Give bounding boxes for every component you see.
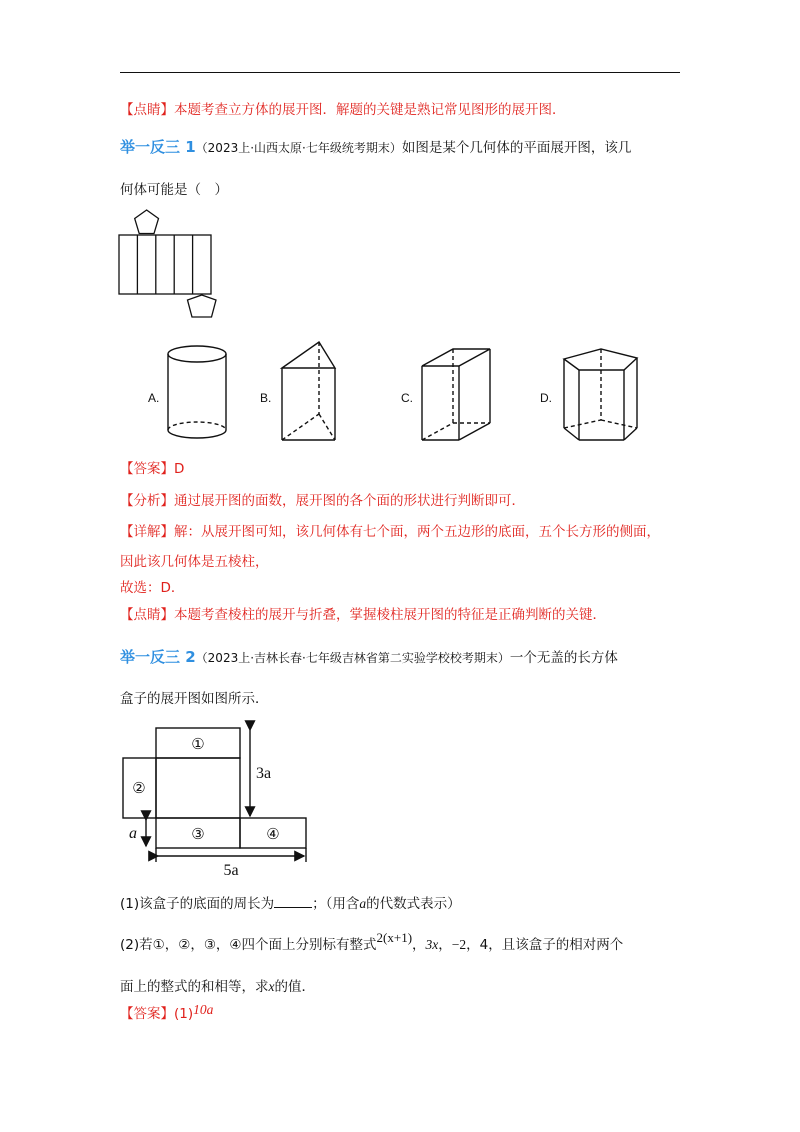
q2-part2-var: x xyxy=(268,979,275,994)
q1-title: 举一反三 1 xyxy=(120,138,196,156)
width-a-label: a xyxy=(129,825,137,842)
q2-expr-1: 2(x+1) xyxy=(376,930,413,945)
q2-answer-tag: 【答案】 xyxy=(120,1006,174,1022)
q2-source: （2023上·吉林长春·七年级吉林省第二实验学校校考期末） xyxy=(195,651,510,665)
q1-analysis-tag: 【分析】 xyxy=(120,493,174,509)
q1-stem-2: 何体可能是（ ） xyxy=(120,182,228,198)
q2-header xyxy=(120,648,618,667)
option-b-triangular-prism xyxy=(279,338,351,444)
q2-box-net-figure xyxy=(118,720,314,878)
face-3-label: ③ xyxy=(191,827,205,843)
q2-expr-4: 4 xyxy=(479,937,489,953)
q2-title: 举一反三 2 xyxy=(120,648,196,666)
q2-part2-text-d: 的值． xyxy=(274,979,315,995)
prev-comment-text: 本题考查立方体的展开图．解题的关键是熟记常见图形的展开图． xyxy=(174,102,566,118)
q1-analysis-text: 通过展开图的面数，展开图的各个面的形状进行判断即可． xyxy=(174,493,525,509)
q2-stem-2: 盒子的展开图如图所示． xyxy=(120,691,269,707)
face-1-label: ① xyxy=(191,737,205,753)
q2-expr-3: −2 xyxy=(451,937,467,952)
q1-header xyxy=(120,138,631,157)
q1-answer-value: D xyxy=(174,461,185,477)
q1-detail-text-1: 解：从展开图可知，该几何体有七个面，两个五边形的底面，五个长方形的侧面， xyxy=(174,524,660,540)
q1-net-figure xyxy=(116,205,221,325)
option-b-label: B. xyxy=(260,391,272,405)
height-label: 3a xyxy=(256,765,272,782)
q2-part1-text-b: ；（用含 xyxy=(312,896,360,912)
face-4-label: ④ xyxy=(266,827,280,843)
net-lateral-strip xyxy=(119,235,211,294)
q2-part1-text-c: 的代数式表示） xyxy=(366,896,461,912)
q1-detail-2: 因此该几何体是五棱柱， xyxy=(120,554,269,570)
q1-comment-tag: 【点睛】 xyxy=(120,607,174,623)
net-top-pentagon xyxy=(135,210,159,234)
q2-part2-text-c: 面上的整式的和相等，求 xyxy=(120,979,269,995)
face-2-label: ② xyxy=(132,781,146,797)
q1-detail-1 xyxy=(120,523,660,541)
option-d-pentagonal-prism xyxy=(559,346,641,444)
q2-answer xyxy=(120,1002,214,1023)
q2-answer-value: 10a xyxy=(193,1002,214,1017)
q2-stem-1: 一个无盖的长方体 xyxy=(509,650,618,666)
q1-source: （2023上·山西太原·七年级统考期末） xyxy=(195,141,402,155)
q1-stem-1: 如图是某个几何体的平面展开图，该几 xyxy=(401,140,632,156)
net-bottom-pentagon xyxy=(188,295,217,317)
prev-comment-tag: 【点睛】 xyxy=(120,102,174,118)
q2-part1-var: a xyxy=(359,896,367,911)
option-a-cylinder xyxy=(165,342,231,444)
q2-part2-text-a: (2)若①，②，③，④四个面上分别标有整式 xyxy=(120,937,377,953)
q2-blank xyxy=(274,894,312,908)
q2-part1-text-a: (1)该盒子的底面的周长为 xyxy=(120,896,275,912)
option-c-cuboid xyxy=(419,346,494,444)
q2-part-2: (2)若①，②，③，④四个面上分别标有整式2(x+1)，3x，−2，4，且该盒子的相对两个 xyxy=(120,930,624,953)
option-d-label: D. xyxy=(540,391,552,405)
q1-answer-tag: 【答案】 xyxy=(120,461,174,477)
header-rule xyxy=(120,72,680,73)
q2-part-1 xyxy=(120,894,461,913)
length-label: 5a xyxy=(223,862,239,878)
q2-part2-text-b: ，且该盒子的相对两个 xyxy=(488,937,624,953)
q2-expr-2: 3x xyxy=(425,937,439,952)
q1-analysis xyxy=(120,492,525,510)
q1-comment-text: 本题考查棱柱的展开与折叠，掌握棱柱展开图的特征是正确判断的关键． xyxy=(174,607,606,623)
option-c-label: C. xyxy=(401,391,413,405)
option-a-label: A. xyxy=(148,391,160,405)
q1-detail-tag: 【详解】 xyxy=(120,524,174,540)
q1-comment xyxy=(120,606,606,624)
q1-answer xyxy=(120,460,184,478)
prev-comment xyxy=(120,101,566,119)
q1-choice: 故选：D． xyxy=(120,580,185,596)
q2-answer-prefix: (1) xyxy=(174,1006,194,1022)
q2-part-2-line-2 xyxy=(120,978,315,996)
